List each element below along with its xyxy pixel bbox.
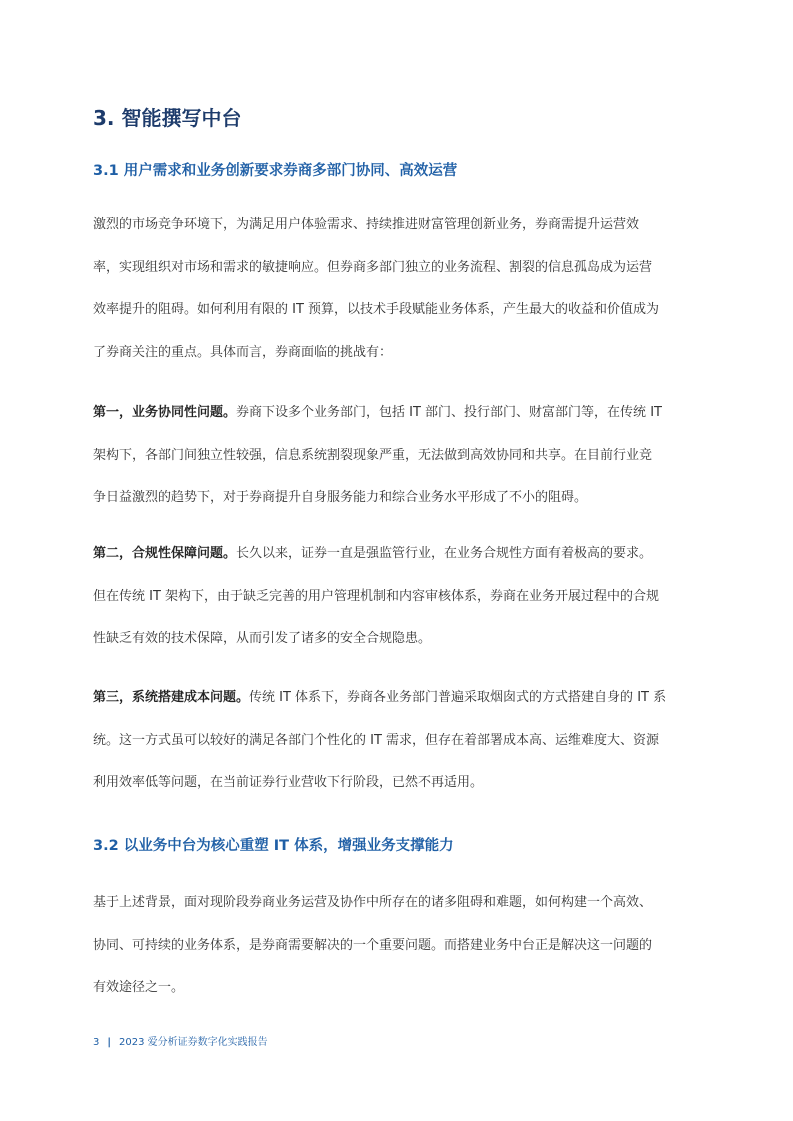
section-heading-3-2: 3.2 以业务中台为核心重塑 IT 体系，增强业务支撑能力 [93, 838, 454, 854]
text-line: 有效途径之一。 [93, 980, 185, 995]
paragraph-challenge-2 [93, 544, 703, 672]
report-title: 2023 爱分析证券数字化实践报告 [119, 1037, 268, 1048]
text-line: 性缺乏有效的技术保障，从而引发了诸多的安全合规隐患。 [93, 631, 432, 646]
footer-separator: | [107, 1037, 112, 1048]
text-line: 传统 IT 体系下，券商各业务部门普遍采取烟囱式的方式搭建自身的 IT 系 [249, 690, 667, 705]
text-line: 激烈的市场竞争环境下，为满足用户体验需求、持续推进财富管理创新业务，券商需提升运营效 [93, 217, 640, 232]
text-line: 争日益激烈的趋势下，对于券商提升自身服务能力和综合业务水平形成了不小的阻碍。 [93, 490, 588, 505]
paragraph-lead: 第一，业务协同性问题。 [93, 405, 237, 420]
text-line: 但在传统 IT 架构下，由于缺乏完善的用户管理机制和内容审核体系，券商在业务开展过程中的合规 [93, 588, 660, 604]
paragraph-lead: 第三，系统搭建成本问题。 [93, 690, 250, 705]
paragraph-challenge-1 [93, 403, 703, 531]
text-line: 利用效率低等问题，在当前证券行业营收下行阶段，已然不再适用。 [93, 775, 484, 790]
paragraph-background [93, 893, 703, 1021]
text-line: 统。这一方式虽可以较好的满足各部门个性化的 IT 需求，但存在着部署成本高、运维难度大、资源 [93, 732, 660, 748]
text-line: 基于上述背景，面对现阶段券商业务运营及协作中所存在的诸多阻碍和难题，如何构建一个高效、 [93, 895, 653, 910]
paragraph-challenge-3 [93, 688, 703, 816]
text-line: 券商下设多个业务部门，包括 IT 部门、投行部门、财富部门等，在传统 IT [236, 405, 662, 420]
text-line: 架构下，各部门间独立性较强，信息系统割裂现象严重，无法做到高效协同和共享。在目前行业竞 [93, 447, 653, 463]
page-footer [93, 1033, 268, 1048]
page-number: 3 [93, 1037, 100, 1048]
text-line: 协同、可持续的业务体系，是券商需要解决的一个重要问题。而搭建业务中台正是解决这一问题的 [93, 937, 653, 953]
page-title: 3. 智能撰写中台 [93, 106, 242, 130]
text-line: 效率提升的阻碍。如何利用有限的 IT 预算，以技术手段赋能业务体系，产生最大的收益和价值成为 [93, 302, 660, 317]
text-line: 了券商关注的重点。具体而言，券商面临的挑战有： [93, 344, 393, 360]
text-line: 长久以来，证券一直是强监管行业，在业务合规性方面有着极高的要求。 [236, 546, 653, 561]
section-heading-3-1: 3.1 用户需求和业务创新要求券商多部门协同、高效运营 [93, 163, 458, 179]
paragraph-lead: 第二，合规性保障问题。 [93, 546, 237, 561]
text-line: 率，实现组织对市场和需求的敏捷响应。但券商多部门独立的业务流程、割裂的信息孤岛成为运营 [93, 259, 653, 275]
paragraph-intro [93, 215, 703, 385]
